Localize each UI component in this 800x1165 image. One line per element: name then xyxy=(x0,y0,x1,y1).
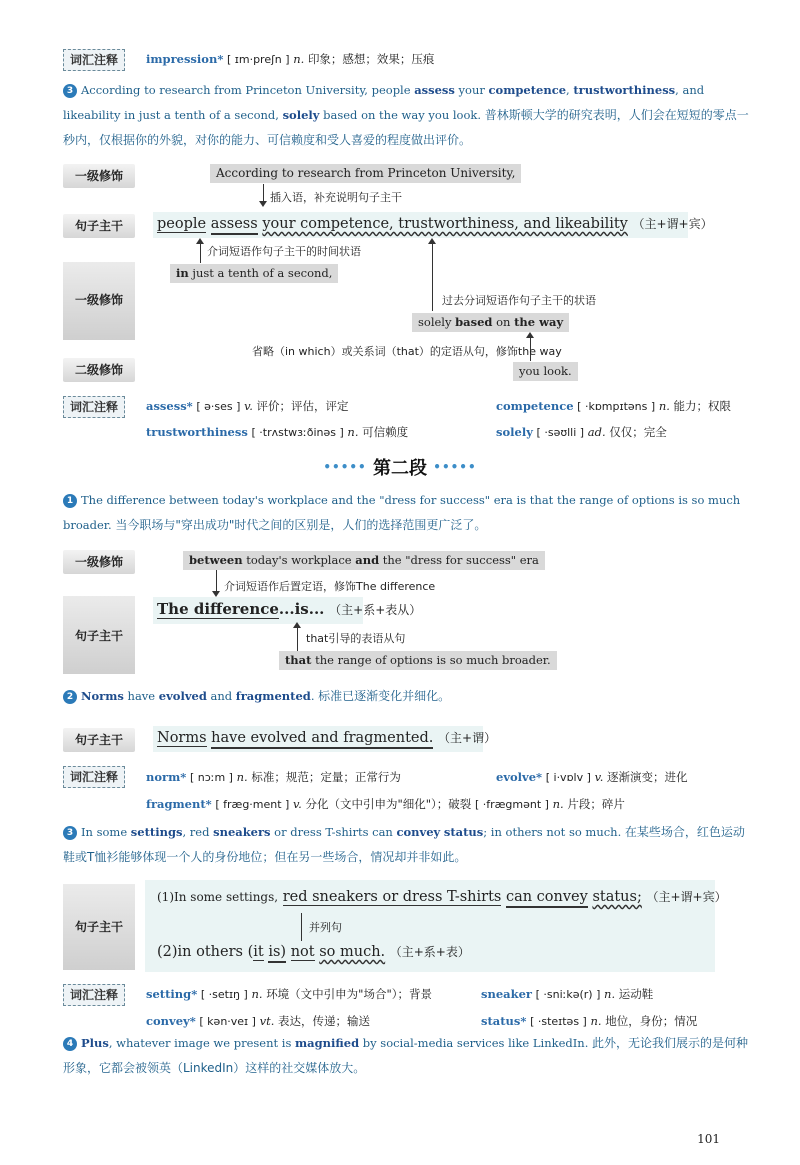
heading-dots: ••••• xyxy=(323,460,367,474)
vocab-word: fragment xyxy=(146,797,206,811)
trunk-structure-tag: （主+系+表从） xyxy=(329,603,422,617)
trunk-structure-tag: （主+谓+宾） xyxy=(632,217,713,231)
clause-box: you look. xyxy=(513,362,578,381)
vocab-pos: n. xyxy=(658,399,670,413)
box-text: just a tenth of a second, xyxy=(188,266,333,280)
sentence-text: your xyxy=(454,83,489,97)
vocab-entry-status xyxy=(481,1013,697,1029)
vocab-phonetic: [ i·vɒlv ] xyxy=(545,771,591,784)
connector-line xyxy=(200,243,201,263)
box-text: today's workplace xyxy=(242,553,356,567)
vocab-entry-solely xyxy=(496,424,667,440)
vocab-star: * xyxy=(217,52,224,66)
sentence-text: or dress T-shirts can xyxy=(270,825,397,839)
vocab-meaning: 能力；权限 xyxy=(673,399,732,413)
vocab-tag: 词汇注释 xyxy=(63,49,125,71)
box-keyword: that xyxy=(285,653,312,667)
vocab-meaning: 标准；规范；定量；正常行为 xyxy=(251,770,401,784)
note-insertion: 插入语，补充说明句子主干 xyxy=(270,191,402,204)
vocab-word: evolve xyxy=(496,770,537,784)
vocab-entry-evolve xyxy=(496,769,688,785)
sentence-text: , and likeability in just a tenth of a second, xyxy=(63,83,705,122)
vocab-word: convey xyxy=(146,1014,190,1028)
vocab-entry-setting xyxy=(146,986,432,1002)
vocab-star: * xyxy=(520,1014,527,1028)
clause-prefix: (2)in others ( xyxy=(157,944,254,960)
note-prep-phrase: 介词短语作句子主干的时间状语 xyxy=(207,245,361,258)
keyword: sneakers xyxy=(213,825,271,839)
vocab-phonetic: [ ·səʊlli ] xyxy=(536,426,585,439)
box-keyword: in xyxy=(176,266,189,280)
trunk-structure-tag: （主+谓+宾） xyxy=(646,890,727,904)
sentence-translation: 普林斯顿大学的研究表明，人们会在短短的零点一秒内，仅根据你的外貌，对你的能力、可信赖度和受人喜爱的程度做出评价。 xyxy=(63,108,749,147)
vocab-word: trustworthiness xyxy=(146,425,248,439)
paragraph-2-sentence-4 xyxy=(63,1031,753,1081)
vocab-phonetic: [ kən·veɪ ] xyxy=(199,1015,256,1028)
trunk-subject: people xyxy=(157,216,207,232)
vocab-star: * xyxy=(189,1014,196,1028)
trunk-verb: assess xyxy=(211,216,258,235)
vocab-pos: vt. xyxy=(259,1014,275,1028)
vocab-tag: 词汇注释 xyxy=(63,766,125,788)
sentence-trunk-3 xyxy=(153,726,497,752)
level-1-modifier-label: 一级修饰 xyxy=(63,550,135,574)
vocab-entry-fragment xyxy=(146,796,625,812)
past-participle-box xyxy=(412,313,569,332)
box-text: the "dress for success" era xyxy=(379,553,539,567)
keyword: solely xyxy=(282,108,320,122)
box-text: the range of options is so much broader. xyxy=(311,653,551,667)
number-badge: 2 xyxy=(63,690,77,704)
vocab-star: * xyxy=(536,770,543,784)
vocab-phonetic: [ ·kɒmpɪtəns ] xyxy=(577,400,656,413)
connector-line xyxy=(297,627,298,651)
vocab-star: * xyxy=(191,987,198,1001)
sentence-text: , red xyxy=(182,825,214,839)
vocab-word: solely xyxy=(496,425,533,439)
sentence-text: and xyxy=(206,689,236,703)
vocab-pos: n. xyxy=(590,1014,602,1028)
sentence-trunk-label: 句子主干 xyxy=(74,629,123,643)
trunk-verb: have evolved and fragmented. xyxy=(211,730,433,749)
trunk-object: status; xyxy=(592,889,642,905)
keyword: status xyxy=(443,825,484,839)
trunk-verb: can convey xyxy=(506,889,588,908)
keyword: competence xyxy=(488,83,567,97)
arrow-down-icon xyxy=(259,201,267,207)
vocab-entry-norm xyxy=(146,769,401,785)
keyword: magnified xyxy=(295,1036,360,1050)
note-parallel: 并列句 xyxy=(309,921,342,934)
vocab-phonetic: [ ·setɪŋ ] xyxy=(200,988,248,1001)
vocab-word: setting xyxy=(146,987,192,1001)
level-1-modifier-label: 一级修饰 xyxy=(74,293,123,307)
keyword: Plus xyxy=(81,1036,109,1050)
parallel-clause-1 xyxy=(153,885,731,911)
vocab-meaning: 环境（文中引申为"场合"）；背景 xyxy=(266,987,433,1001)
box-keyword: between xyxy=(189,553,243,567)
trunk-subject: red sneakers or dress T-shirts xyxy=(282,889,502,905)
vocab-pos: n. xyxy=(293,52,305,66)
vocab-pos: v. xyxy=(293,797,302,811)
vocab-phonetic: [ ɪm·preʃn ] xyxy=(226,53,290,66)
number-badge: 4 xyxy=(63,1037,77,1051)
vocab-meaning: 仅仅；完全 xyxy=(609,425,667,439)
vocab-word: status xyxy=(481,1014,521,1028)
paragraph-2-sentence-3 xyxy=(63,820,753,870)
trunk-structure-tag: （主+系+表） xyxy=(389,945,470,959)
sentence-translation: 此外，无论我们展示的是何种形象，它都会被领英（LinkedIn）这样的社交媒体放大。 xyxy=(63,1036,749,1075)
section-heading xyxy=(0,454,800,480)
box-text: solely xyxy=(418,315,456,329)
post-modifier-box xyxy=(183,551,545,570)
vocab-entry-impression xyxy=(146,51,434,67)
sentence-text: have xyxy=(123,689,159,703)
sentence-trunk-2 xyxy=(153,597,422,624)
vocab-tag: 词汇注释 xyxy=(63,984,125,1006)
sentence-text: . xyxy=(310,689,319,703)
number-badge: 1 xyxy=(63,494,77,508)
vocab-phonetic: [ ·trʌstwɜːðinəs ] xyxy=(251,426,344,439)
vocab-meaning: 评价；评估，评定 xyxy=(256,399,349,413)
note-predicative-clause: that引导的表语从句 xyxy=(306,632,406,645)
vocab-meaning: 地位，身份；情况 xyxy=(605,1014,698,1028)
vocab-pos: v. xyxy=(244,399,253,413)
sentence-text: ; in others not so much. xyxy=(483,825,625,839)
vocab-word: sneaker xyxy=(481,987,532,1001)
vocab-meaning: 运动鞋 xyxy=(618,987,654,1001)
vocab-pos: n. xyxy=(604,987,616,1001)
trunk-subject: Norms xyxy=(157,730,207,746)
sentence-trunk-label: 句子主干 xyxy=(63,728,135,752)
vocab-star: * xyxy=(205,797,212,811)
box-keyword: based xyxy=(455,315,493,329)
page-number: 101 xyxy=(697,1132,720,1146)
vocab-star: * xyxy=(186,399,193,413)
keyword: assess xyxy=(414,83,455,97)
trunk-link: is) xyxy=(268,944,286,963)
vocab-entry-assess xyxy=(146,398,349,414)
sentence-trunk-1 xyxy=(153,212,713,238)
sentence-text: The difference between today's workplace and the "dress for success" era is that the range of options is so much broader. xyxy=(63,493,741,532)
vocab-meaning: 片段；碎片 xyxy=(567,797,625,811)
section-title: 第二段 xyxy=(373,458,427,479)
vocab-phonetic: [ ·steɪtəs ] xyxy=(530,1015,587,1028)
number-badge: 3 xyxy=(63,826,77,840)
vocab-meaning: 印象；感想；效果；压痕 xyxy=(307,52,435,66)
box-keyword: the way xyxy=(514,315,564,329)
connector-line xyxy=(216,570,217,592)
vocab-phonetic: [ fræg·ment ] xyxy=(215,798,290,811)
level-2-modifier-label: 二级修饰 xyxy=(63,358,135,382)
vocab-phonetic: [ ·frægmənt ] xyxy=(474,798,549,811)
vocab-meaning: 分化（文中引申为"细化"）；破裂 xyxy=(305,797,472,811)
sentence-text: by social-media services like LinkedIn. xyxy=(359,1036,593,1050)
vocab-pos: n. xyxy=(347,425,359,439)
trunk-object: your competence, trustworthiness, and likeability xyxy=(262,216,628,232)
number-badge: 3 xyxy=(63,84,77,98)
level-1-modifier-label: 一级修饰 xyxy=(63,164,135,188)
vocab-word: norm xyxy=(146,770,181,784)
clause-prefix: (1)In some settings, xyxy=(157,890,279,904)
paragraph-2-sentence-2 xyxy=(63,684,753,709)
keyword: evolved xyxy=(158,689,207,703)
sentence-text: , xyxy=(566,83,574,97)
vocab-phonetic: [ ə·ses ] xyxy=(196,400,241,413)
keyword: fragmented xyxy=(235,689,311,703)
vocab-tag: 词汇注释 xyxy=(63,396,125,418)
trunk-subject: it xyxy=(253,944,264,960)
sentence-translation: 当今职场与"穿出成功"时代之间的区别是，人们的选择范围更广泛了。 xyxy=(115,518,487,532)
vocab-phonetic: [ ·sniːkə(r) ] xyxy=(535,988,601,1001)
sentence-text: based on the way you look. xyxy=(319,108,485,122)
box-keyword: and xyxy=(355,553,380,567)
sentence-text: , whatever image we present is xyxy=(108,1036,296,1050)
vocab-pos: v. xyxy=(594,770,604,784)
vocab-entry-trustworthiness xyxy=(146,424,408,440)
sentence-trunk-label: 句子主干 xyxy=(74,920,123,934)
keyword: Norms xyxy=(81,689,124,703)
parallel-clause-2 xyxy=(153,940,474,966)
vocab-entry-competence xyxy=(496,398,731,414)
trunk-link: ...is... xyxy=(278,600,325,618)
note-attributive-clause: 省略（in which）或关系词（that）的定语从句，修饰the way xyxy=(252,345,562,358)
note-past-participle: 过去分词短语作句子主干的状语 xyxy=(442,294,596,307)
vocab-meaning: 可信赖度 xyxy=(362,425,409,439)
vocab-pos: n. xyxy=(552,797,564,811)
vocab-meaning: 表达，传递；输送 xyxy=(278,1014,371,1028)
vocab-meaning: 逐渐演变；进化 xyxy=(607,770,688,784)
insertion-box: According to research from Princeton University, xyxy=(210,164,521,183)
sentence-text: According to research from Princeton University, people xyxy=(81,83,415,97)
trunk-predicative: so much. xyxy=(319,944,386,960)
vocab-pos: n. xyxy=(236,770,248,784)
heading-dots: ••••• xyxy=(433,460,477,474)
keyword: settings xyxy=(130,825,183,839)
trunk-negation: not xyxy=(290,944,315,960)
vocab-word: competence xyxy=(496,399,574,413)
trunk-subject: The difference xyxy=(157,600,279,618)
connector-line xyxy=(432,243,433,311)
vocab-star: * xyxy=(180,770,187,784)
vocab-pos: ad. xyxy=(587,425,606,439)
note-post-modifier: 介词短语作后置定语，修饰The difference xyxy=(224,580,436,593)
prep-phrase-box xyxy=(170,264,338,283)
predicative-clause-box xyxy=(279,651,557,670)
sentence-translation: 在某些场合，红色运动鞋或T恤衫能够体现一个人的身份地位；但在另一些场合，情况却并非如此。 xyxy=(63,825,745,864)
vocab-phonetic: [ nɔːm ] xyxy=(189,771,233,784)
keyword: convey xyxy=(396,825,441,839)
paragraph-2-sentence-1 xyxy=(63,488,753,538)
box-text: on xyxy=(492,315,515,329)
connector-line xyxy=(263,184,264,202)
trunk-structure-tag: （主+谓） xyxy=(438,731,497,745)
sentence-3 xyxy=(63,78,753,153)
keyword: trustworthiness xyxy=(573,83,676,97)
sentence-trunk-label: 句子主干 xyxy=(63,214,135,238)
vocab-word: assess xyxy=(146,399,187,413)
vocab-entry-convey xyxy=(146,1013,370,1029)
vocab-word: impression xyxy=(146,52,218,66)
sentence-text: In some xyxy=(81,825,131,839)
connector-line xyxy=(301,913,302,941)
sentence-translation: 标准已逐渐变化并细化。 xyxy=(318,689,451,703)
vocab-pos: n. xyxy=(251,987,263,1001)
vocab-entry-sneaker xyxy=(481,986,653,1002)
